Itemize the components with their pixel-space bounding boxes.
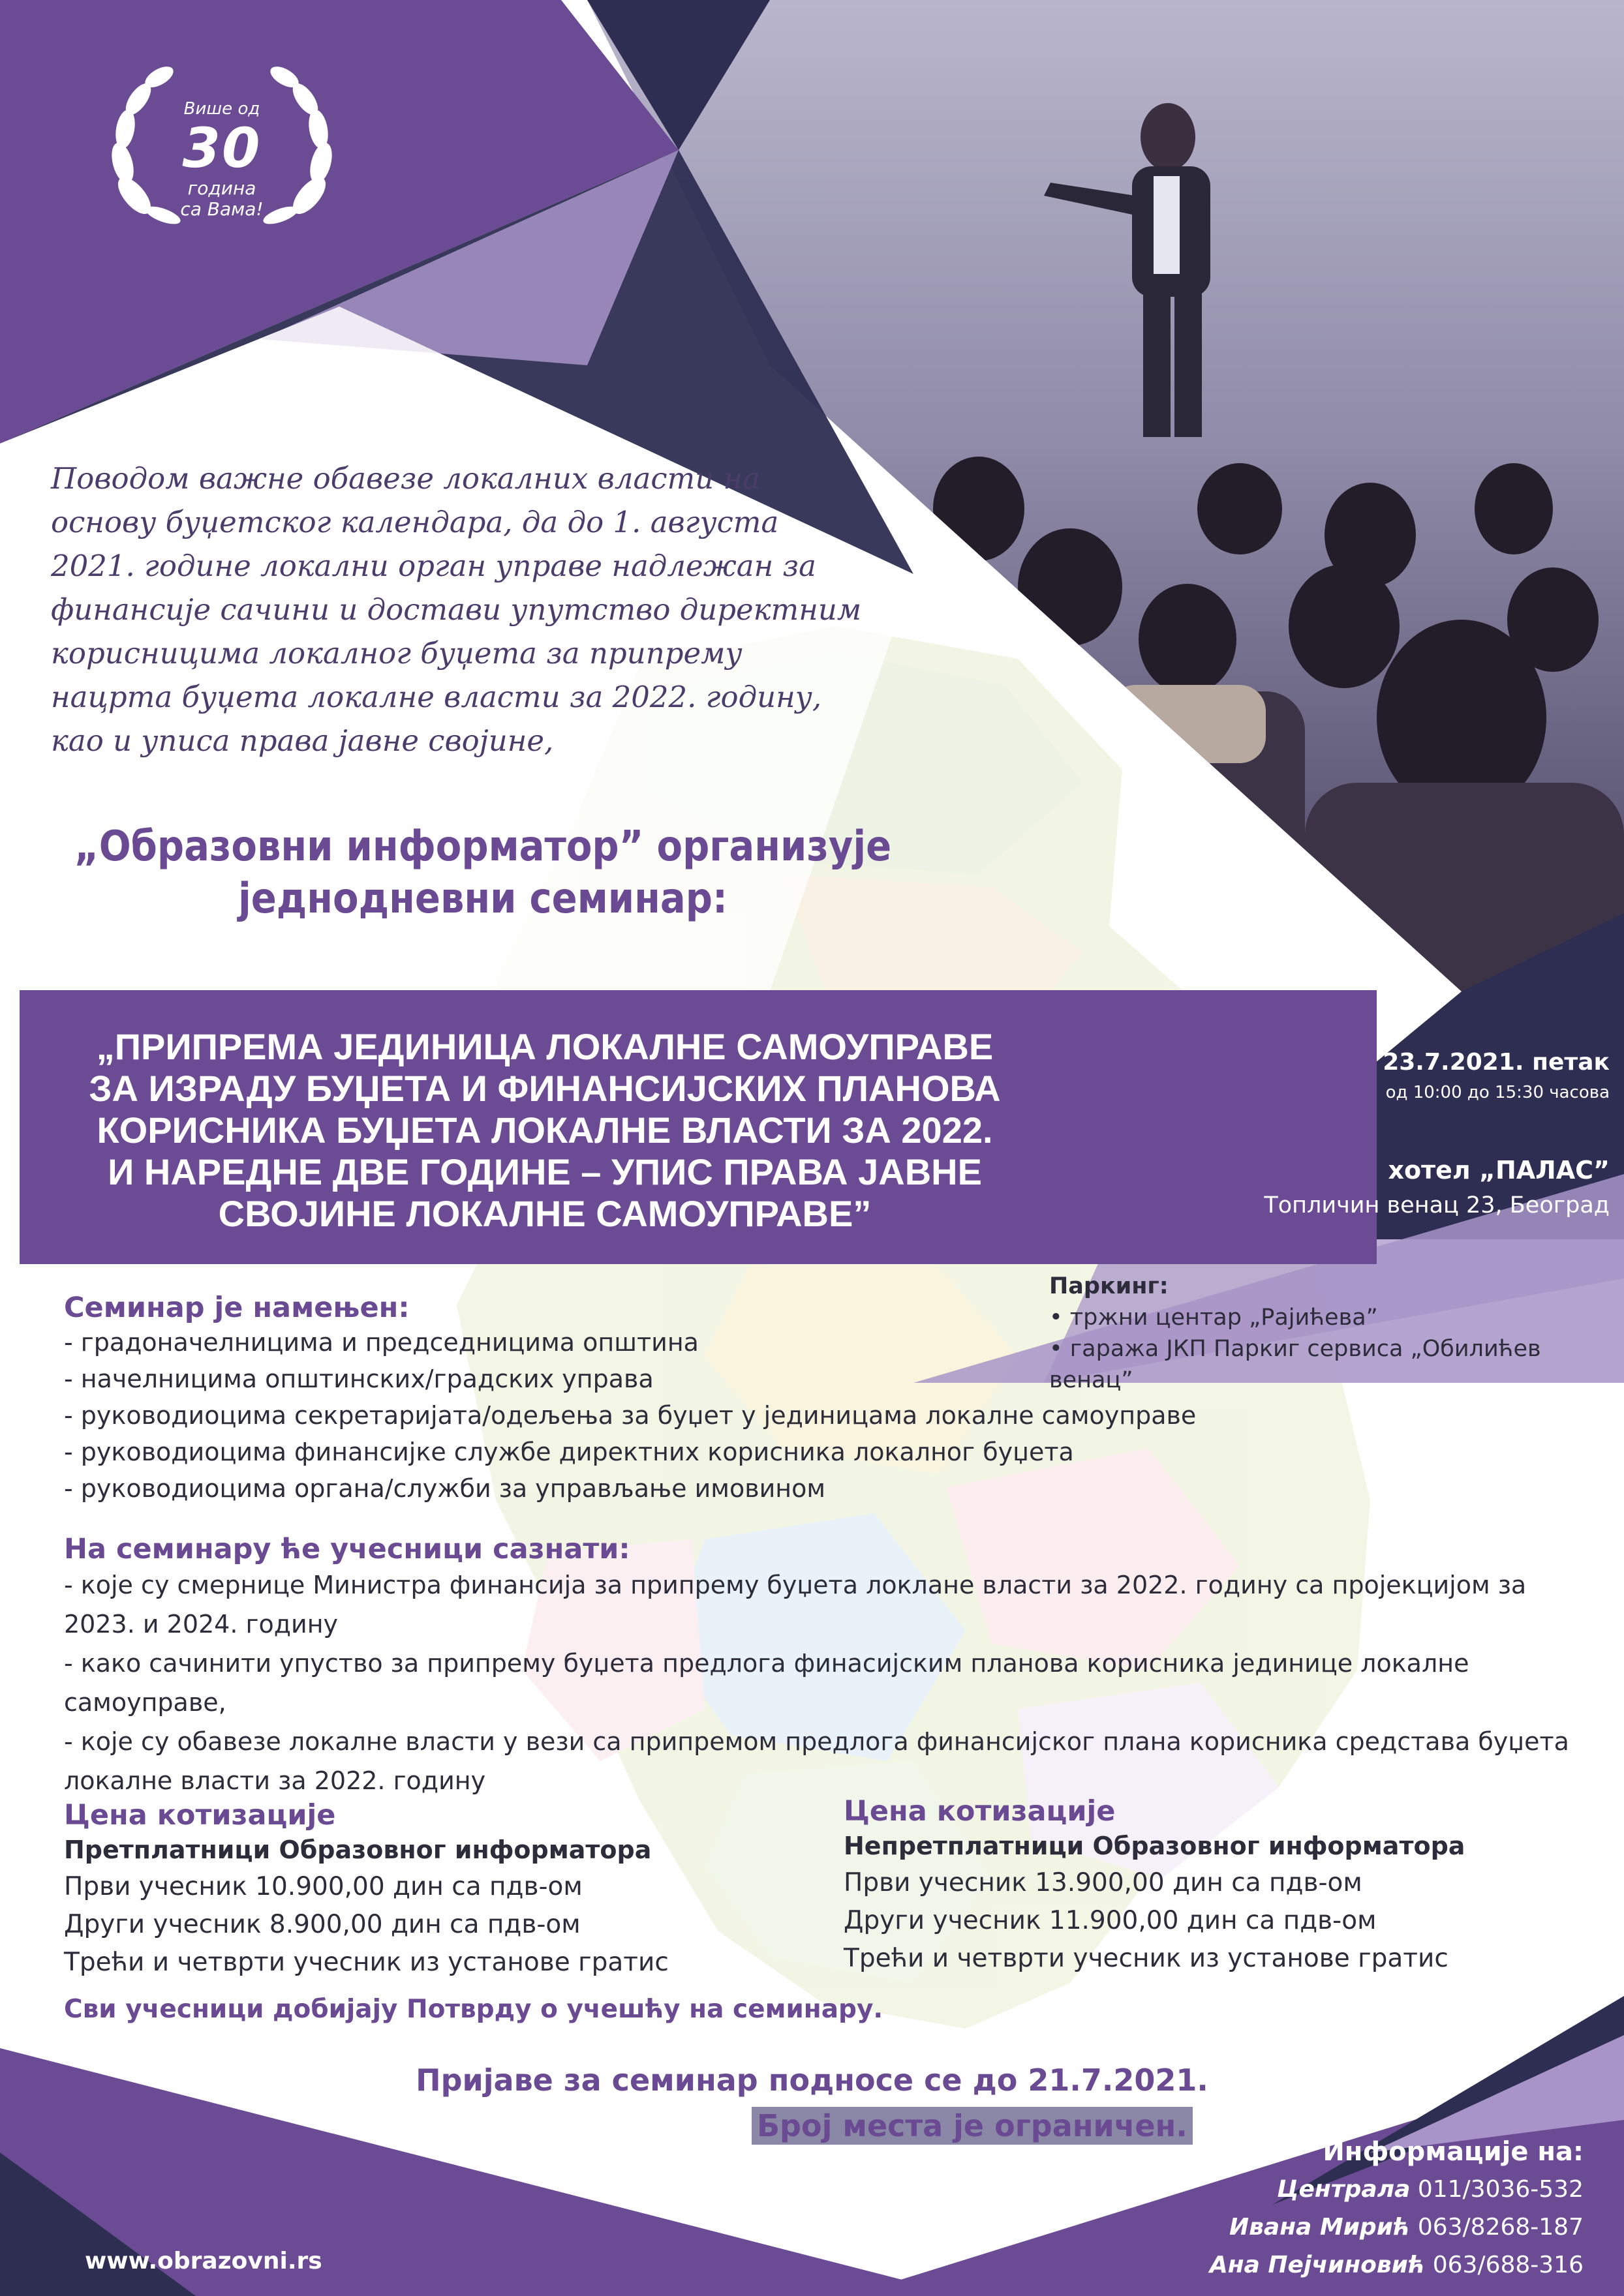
parking-item: • тржни центар „Рајићева” [1049,1305,1378,1331]
contact-entry [1210,2209,1584,2246]
logo-top-text: Више од [183,99,260,119]
intended-item: - начелницима општинских/градских управа [64,1365,654,1393]
logo-bottom-line2: са Вама! [180,198,264,220]
limited-seats-note: Број места је ограничен. [752,2107,1193,2145]
learn-line: - како сачинити упуство за припрему буџета предлога финасијским планова корисника јединице локалне самоуправе, [64,1649,1469,1717]
intro-line: корисницима локалног буџета за припрему [51,636,743,671]
seminar-title-line: И НАРЕДНЕ ДВЕ ГОДИНЕ – УПИС ПРАВА ЈАВНЕ [108,1151,982,1192]
event-address: Топличин венац 23, Београд [1264,1192,1610,1218]
contact-info [1210,2133,1584,2284]
contact-phone[interactable]: 011/3036-532 [1417,2176,1584,2203]
website-link[interactable]: www.obrazovni.rs [85,2248,322,2274]
intended-item: - руководиоцима органа/служби за управљање имовином [64,1474,826,1503]
pricing-line: Трећи и четврти учесник из установе гратис [64,1948,669,1977]
event-time: од 10:00 до 15:30 часова [1385,1083,1610,1102]
logo-30-years [98,59,346,254]
intended-item: - руководиоцима секретаријата/одељења за буџет у јединицама локалне самоуправе [64,1401,1197,1430]
registration-deadline: Пријаве за семинар подносе се до 21.7.2021. [416,2062,1208,2098]
pricing-heading: Цена котизације [844,1795,1116,1828]
event-venue: хотел „ПАЛАС” [1388,1156,1610,1185]
seminar-title-line: СВОЈИНЕ ЛОКАЛНЕ САМОУПРАВЕ” [218,1193,872,1234]
pricing-line: Трећи и четврти учесник из установе гратис [844,1944,1448,1973]
contact-name: Ивана Мирић [1229,2214,1411,2241]
learn-line: - које су смернице Министра финансија за припрему буџета локлане власти за 2022. годину са пројекцијом за [64,1571,1527,1599]
seminar-title [39,1026,1050,1235]
intended-heading: Семинар је намењен: [64,1292,410,1324]
seminar-title-line: ЗА ИЗРАДУ БУЏЕТА И ФИНАНСИЈСКИХ ПЛАНОВА [89,1068,1001,1109]
learn-line: - које су обавезе локалне власти у вези са припремом предлога финансијског плана корисника средстава буџета [64,1727,1569,1756]
pricing-subheading: Претплатници Образовног информатора [64,1835,652,1864]
contact-phone[interactable]: 063/688-316 [1432,2252,1584,2278]
intended-item: - градоначелницима и председницима општина [64,1328,699,1357]
logo-number: 30 [182,116,262,180]
seminar-title-line: „ПРИПРЕМА ЈЕДИНИЦА ЛОКАЛНЕ САМОУПРАВЕ [96,1026,994,1067]
pricing-line: Други учесник 8.900,00 дин са пдв-ом [64,1910,581,1939]
pricing-heading: Цена котизације [64,1799,336,1832]
learning-outcomes-section [64,1533,1584,1800]
learn-heading: На семинару ће учесници сазнати: [64,1533,630,1565]
contact-phone[interactable]: 063/8268-187 [1417,2214,1584,2241]
event-date: 23.7.2021. петак [1383,1049,1610,1076]
organizer-line1: „Образовни информатор” организује [74,823,892,871]
intro-line: нацрта буџета локалне власти за 2022. годину, [51,680,822,714]
intended-audience-section [64,1292,1304,1507]
intro-line: Поводом важне обавезе локалних власти на [51,461,760,496]
intro-line: основу буџетског календара, да до 1. августа [51,505,779,539]
contact-title: Информације на: [1323,2137,1584,2167]
parking-item: • гаража ЈКП Паркиг сервиса „Обилићев венац” [1049,1336,1541,1393]
parking-title: Паркинг: [1049,1273,1169,1299]
pricing-line: Други учесник 11.900,00 дин са пдв-ом [844,1906,1377,1935]
intro-paragraph [51,457,873,763]
contact-entry [1210,2171,1584,2209]
intro-line: финансије сачини и достави упутство директним [51,592,862,627]
pricing-subheading: Непретплатници Образовног информатора [844,1832,1465,1860]
pricing-non-subscribers [844,1795,1594,1978]
intro-line: као и уписа права јавне својине, [51,723,554,758]
intro-line: 2021. године локални орган управе надлежан за [51,549,816,583]
contact-name: Централа [1277,2176,1411,2203]
logo-bottom-line1: година [187,177,256,199]
seminar-title-line: КОРИСНИКА БУЏЕТА ЛОКАЛНЕ ВЛАСТИ ЗА 2022. [97,1110,993,1151]
contact-entry [1210,2246,1584,2284]
contact-name: Ана Пејчиновић [1209,2252,1426,2278]
certificate-note: Сви учесници добијају Потврду о учешћу на семинару. [64,1995,883,2024]
pricing-line: Први учесник 13.900,00 дин са пдв-ом [844,1868,1362,1897]
pricing-subscribers [64,1799,814,1982]
organizer-line2: једнодневни семинар: [237,875,728,923]
intended-item: - руководиоцима финансијке службе директних корисника локалног буџета [64,1438,1074,1466]
learn-line: 2023. и 2024. годину [64,1610,339,1639]
organizer-heading [26,821,940,925]
learn-line: локалне власти за 2022. годину [64,1766,486,1795]
pricing-line: Први учесник 10.900,00 дин са пдв-ом [64,1872,583,1901]
